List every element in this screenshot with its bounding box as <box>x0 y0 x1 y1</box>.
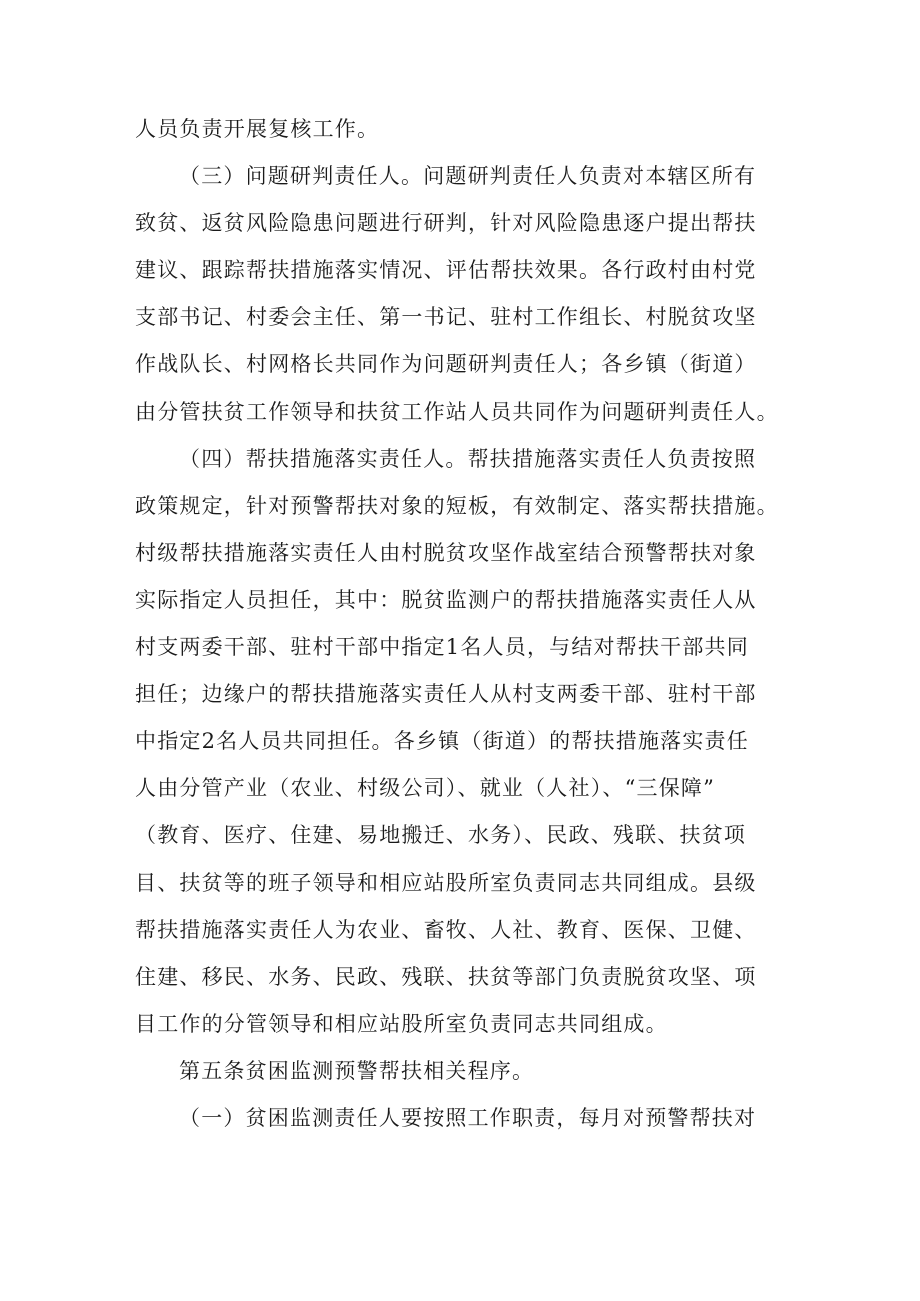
text-line: 支部书记、村委会主任、第一书记、驻村工作组长、村脱贫攻坚 <box>135 305 757 330</box>
text-line: 政策规定，针对预警帮扶对象的短板，有效制定、落实帮扶措施。 <box>135 493 779 518</box>
text-line: 住建、移民、水务、民政、残联、扶贫等部门负责脱贫攻坚、项 <box>135 964 757 989</box>
text-line: （教育、医疗、住建、易地搬迁、水务）、民政、残联、扶贫项 <box>135 823 747 848</box>
text-line: 目、扶贫等的班子领导和相应站股所室负责同志共同组成。县级 <box>135 870 757 895</box>
text-line: 中指定2名人员共同担任。各乡镇（街道）的帮扶措施落实责任 <box>135 729 749 754</box>
text-line: 帮扶措施落实责任人为农业、畜牧、人社、教育、医保、卫健、 <box>135 917 757 942</box>
body-text <box>135 106 800 1142</box>
text-line: 目工作的分管领导和相应站股所室负责同志共同组成。 <box>135 1011 668 1036</box>
text-line: 村级帮扶措施落实责任人由村脱贫攻坚作战室结合预警帮扶对象 <box>135 540 757 565</box>
text-line: （四）帮扶措施落实责任人。帮扶措施落实责任人负责按照 <box>179 446 757 471</box>
text-line: 由分管扶贫工作领导和扶贫工作站人员共同作为问题研判责任人。 <box>135 399 779 424</box>
text-line: 人由分管产业（农业、村级公司）、就业（人社）、“三保障” <box>135 776 716 801</box>
text-line: （三）问题研判责任人。问题研判责任人负责对本辖区所有 <box>179 164 757 189</box>
text-line: （一）贫困监测责任人要按照工作职责，每月对预警帮扶对 <box>179 1105 757 1130</box>
text-line: 担任；边缘户的帮扶措施落实责任人从村支两委干部、驻村干部 <box>135 682 757 707</box>
text-line: 人员负责开展复核工作。 <box>135 117 380 141</box>
text-line: 致贫、返贫风险隐患问题进行研判，针对风险隐患逐户提出帮扶 <box>135 211 757 236</box>
text-line: 作战队长、村网格长共同作为问题研判责任人；各乡镇（街道） <box>135 352 757 377</box>
section-heading: 第五条贫困监测预警帮扶相关程序。 <box>179 1058 535 1083</box>
text-line: 建议、跟踪帮扶措施落实情况、评估帮扶效果。各行政村由村党 <box>135 258 757 283</box>
text-line: 实际指定人员担任，其中：脱贫监测户的帮扶措施落实责任人从 <box>135 587 757 612</box>
text-line: 村支两委干部、驻村干部中指定1名人员，与结对帮扶干部共同 <box>135 635 749 660</box>
